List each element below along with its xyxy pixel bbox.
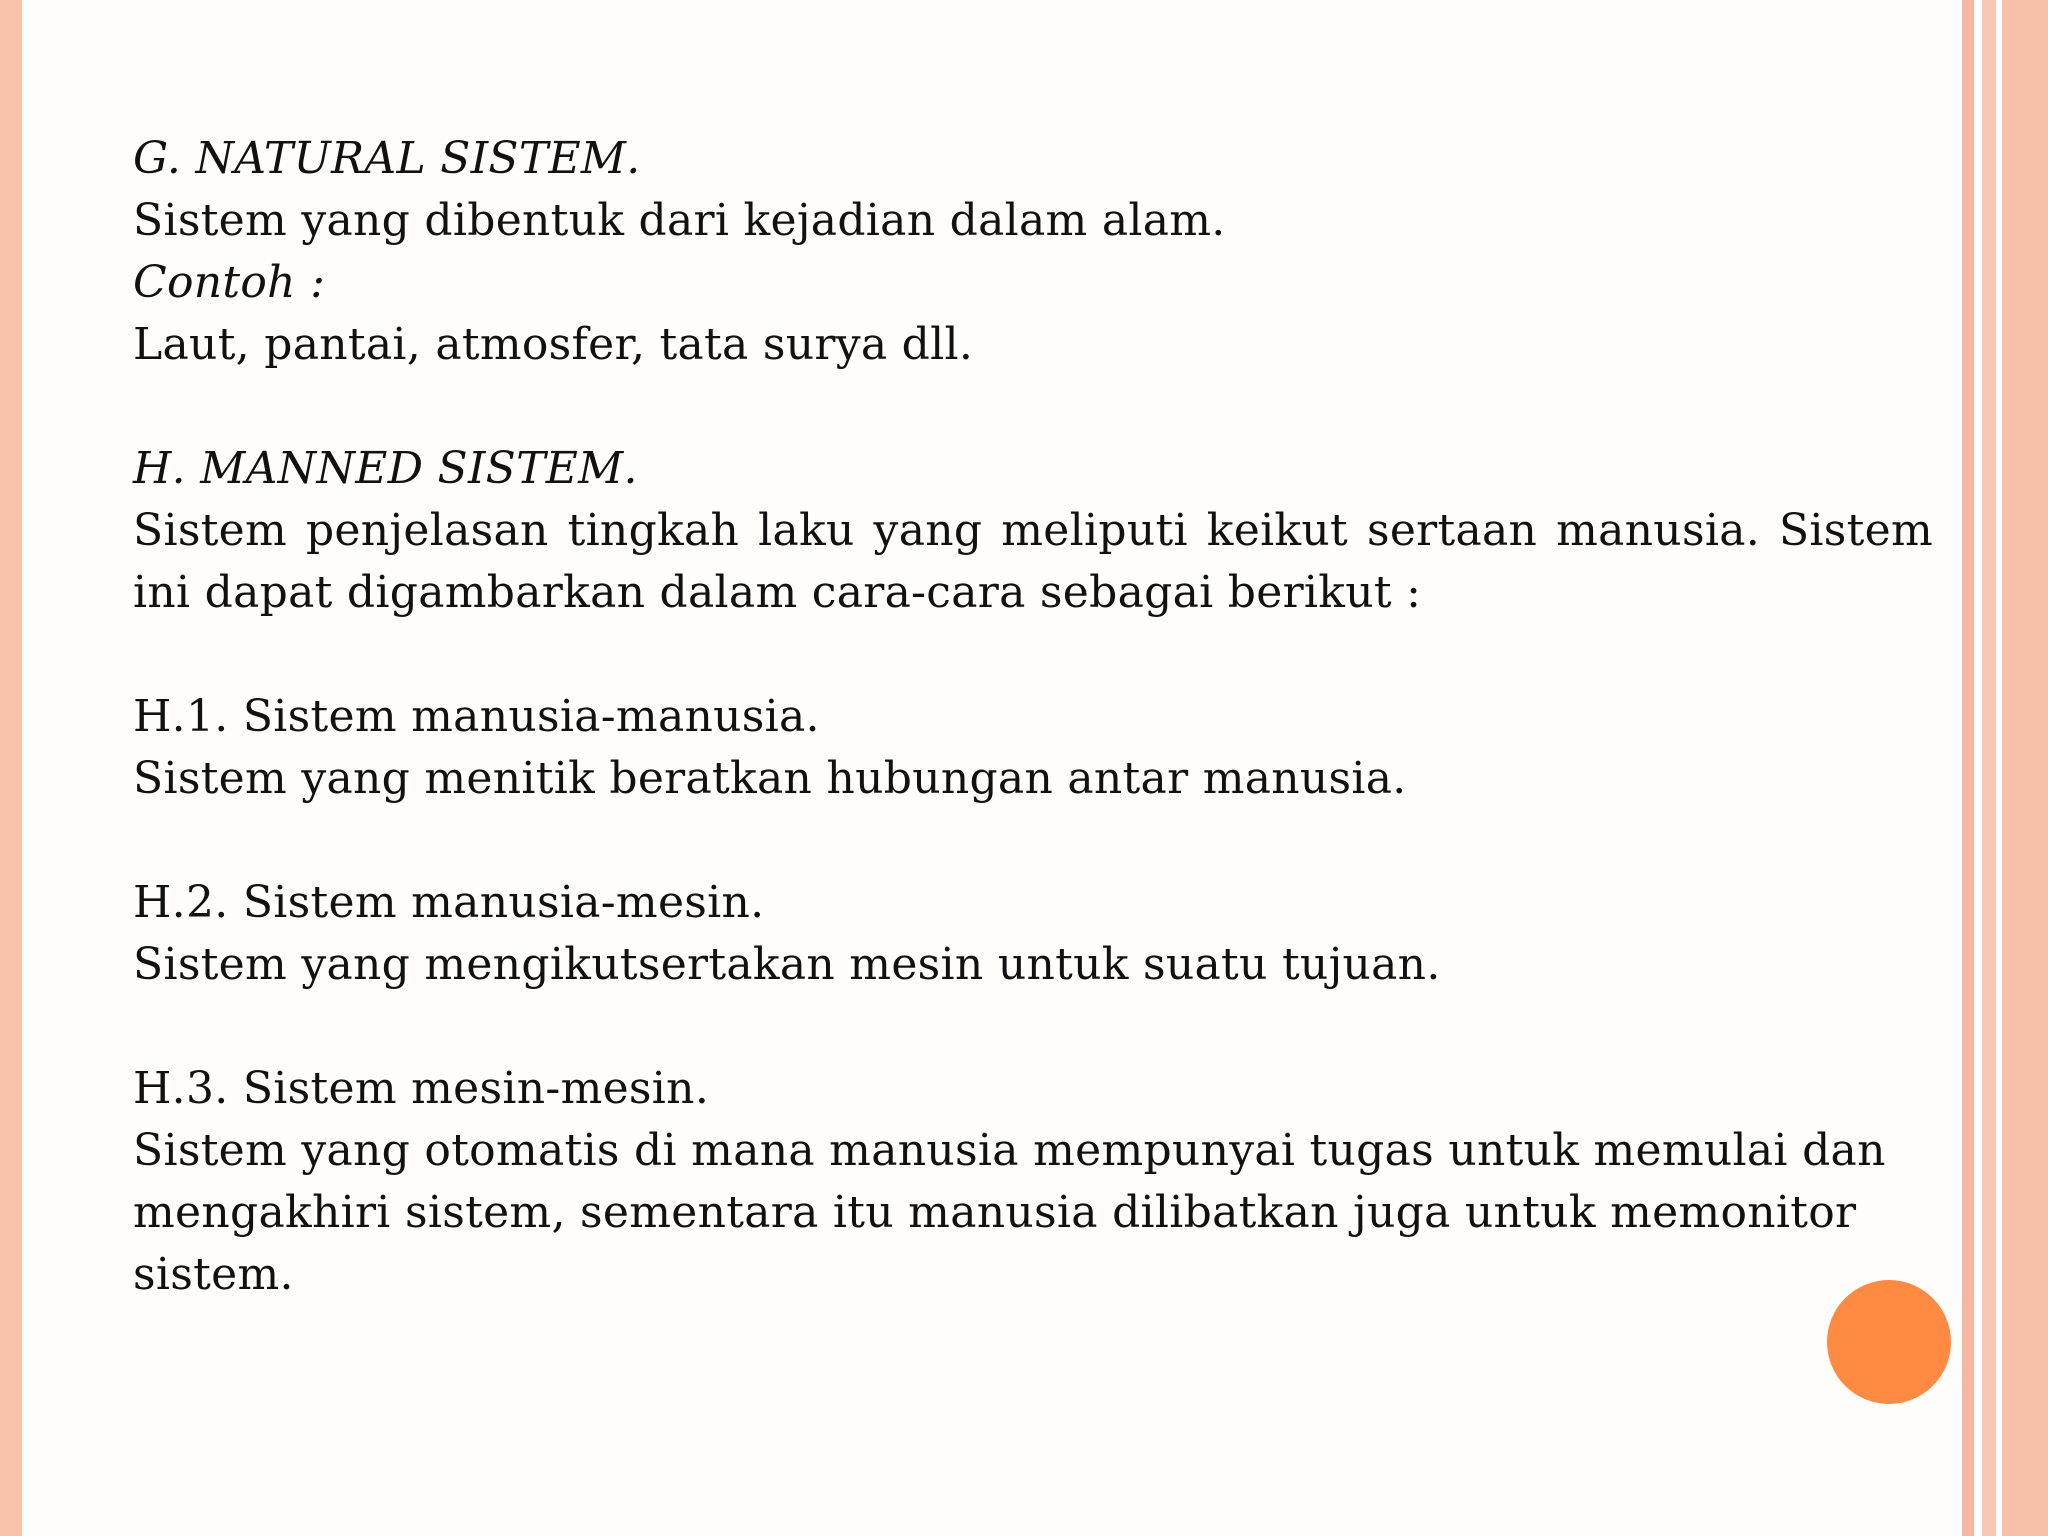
section-g-heading: G. NATURAL SISTEM. (133, 133, 641, 184)
right-border-stripe-middle (1982, 0, 1996, 1536)
spacer (133, 996, 1933, 1058)
left-border-stripe (0, 0, 22, 1536)
section-h3-description: Sistem yang otomatis di mana manusia mempunyai tugas untuk memulai dan mengakhiri sistem, sementara itu manusia dilibatkan juga untuk memonitor sistem. (133, 1125, 1886, 1300)
section-g-example: Laut, pantai, atmosfer, tata surya dll. (133, 319, 974, 370)
accent-circle (1827, 1280, 1951, 1404)
slide-body (133, 128, 1933, 1306)
section-h1-description: Sistem yang menitik beratkan hubungan antar manusia. (133, 753, 1407, 804)
spacer (133, 624, 1933, 686)
right-border-stripe-inner (1962, 0, 1974, 1536)
spacer (133, 810, 1933, 872)
section-h3-title: H.3. Sistem mesin-mesin. (133, 1063, 710, 1114)
section-h2-title: H.2. Sistem manusia-mesin. (133, 877, 765, 928)
section-h-heading: H. MANNED SISTEM. (133, 443, 638, 494)
section-h1-title: H.1. Sistem manusia-manusia. (133, 691, 820, 742)
section-g-example-label: Contoh : (133, 257, 326, 308)
section-h2-description: Sistem yang mengikutsertakan mesin untuk suatu tujuan. (133, 939, 1441, 990)
spacer (133, 376, 1933, 438)
right-border-stripe-outer (2002, 0, 2048, 1536)
section-h-description: Sistem penjelasan tingkah laku yang meliputi keikut sertaan manusia. Sistem ini dapat digambarkan dalam cara-cara sebagai berikut : (133, 505, 1933, 618)
section-g-description: Sistem yang dibentuk dari kejadian dalam alam. (133, 195, 1226, 246)
